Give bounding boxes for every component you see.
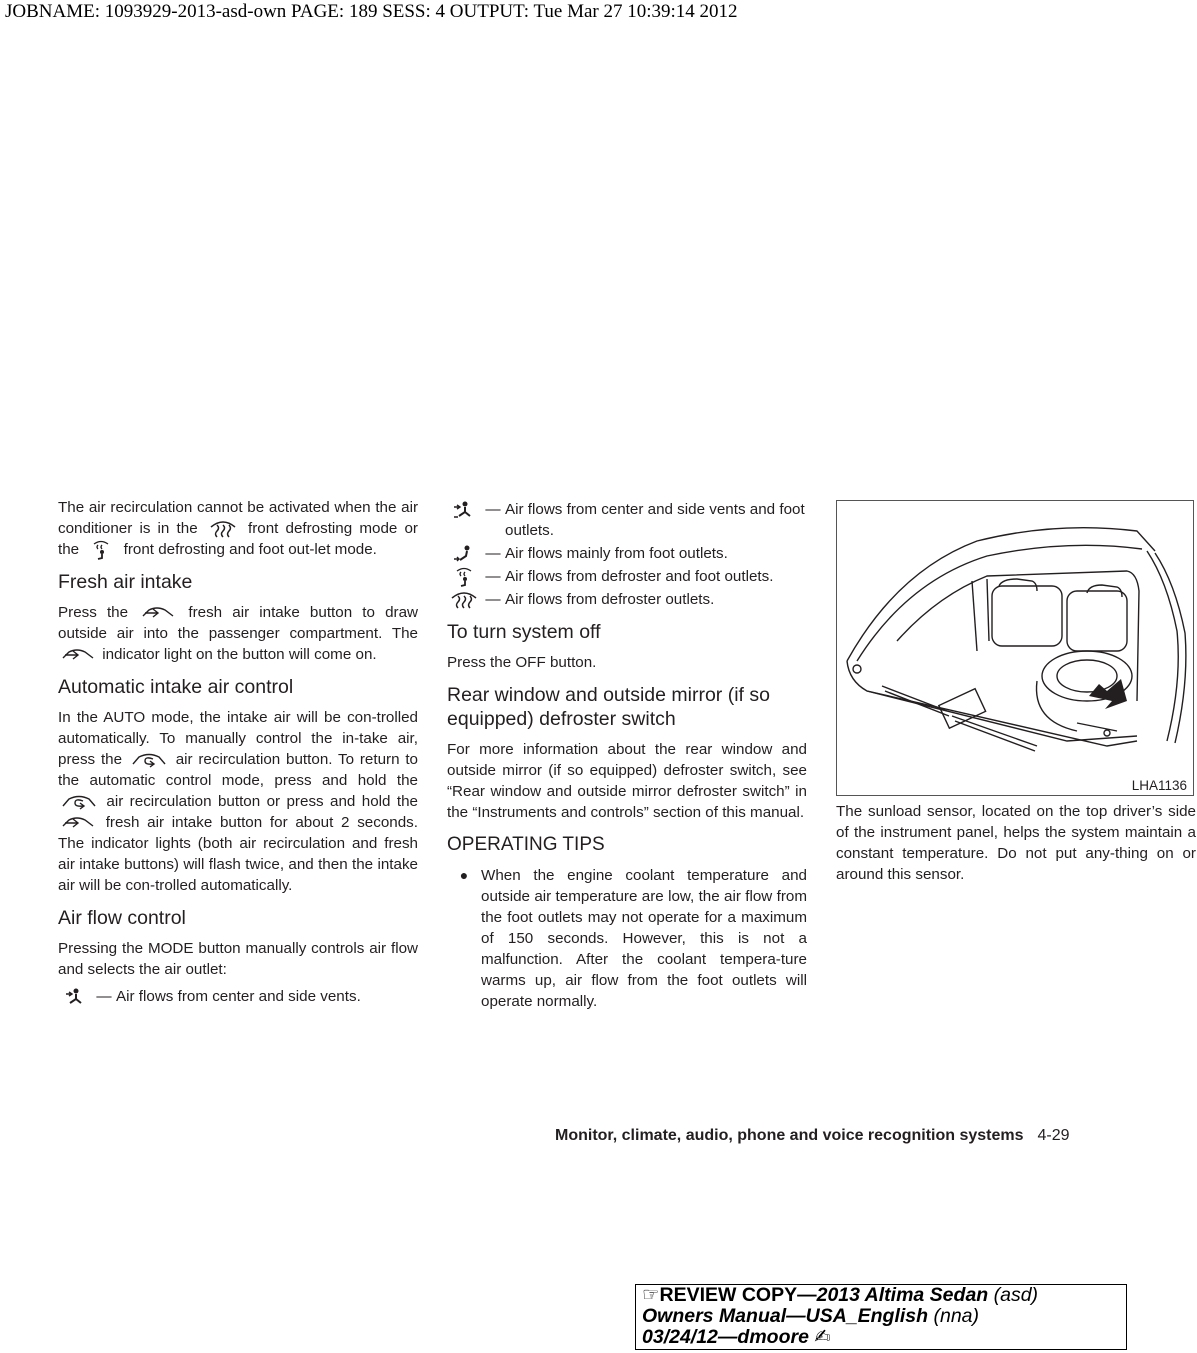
- paragraph-sunload-sensor: The sunload sensor, located on the top driver’s side of the instrument panel, helps the system maintain a constant temperature. Do not put any-thing on or around this sensor.: [836, 803, 1196, 883]
- air-recirculation-icon: [131, 750, 167, 770]
- column-middle: [447, 497, 807, 1012]
- writing-hand-icon: ✍: [814, 1326, 831, 1348]
- mode-row-vent-foot: — Air flows from center and side vents and foot outlets.: [447, 499, 807, 541]
- defrost-mode-icon: [208, 519, 238, 539]
- page-footer: [555, 1127, 1070, 1145]
- defrost-foot-mode-icon: [447, 566, 481, 587]
- heading-turn-system-off: To turn system off: [447, 621, 601, 643]
- paragraph-fresh-air: Press the fresh air intake button to draw outside air into the passenger compartment. The indicator light on the button will come on.: [58, 604, 418, 663]
- section-title: Monitor, climate, audio, phone and voice recognition systems: [555, 1127, 1024, 1144]
- bullet-icon: ●: [459, 867, 469, 883]
- column-right: [836, 801, 1196, 885]
- page-number: 4-29: [1037, 1127, 1070, 1144]
- review-copy-box: [635, 1284, 1127, 1350]
- fresh-air-intake-icon: [141, 604, 175, 622]
- column-left: [58, 497, 418, 1009]
- foot-mode-icon: [447, 543, 481, 564]
- heading-operating-tips: OPERATING TIPS: [447, 834, 605, 855]
- heading-fresh-air-intake: Fresh air intake: [58, 571, 193, 593]
- paragraph-recirc-note: The air recirculation cannot be activated when the air conditioner is in the front defrosting mode or the front defrosting and foot out-let mode.: [58, 499, 418, 558]
- heading-automatic-intake: Automatic intake air control: [58, 676, 294, 698]
- mode-row-defrost-foot: — Air flows from defroster and foot outlets.: [447, 566, 807, 587]
- pointing-hand-icon: ☞: [642, 1284, 660, 1306]
- vent-foot-mode-icon: [447, 499, 481, 520]
- review-line-1: ☞REVIEW COPY—2013 Altima Sedan (asd): [642, 1284, 1039, 1306]
- tip-item: [447, 865, 807, 1012]
- vent-mode-icon: [58, 986, 92, 1007]
- review-line-2: Owners Manual—USA_English (nna): [642, 1305, 980, 1327]
- fresh-air-intake-icon-2: [61, 814, 95, 832]
- tip-text: When the engine coolant temperature and outside air temperature are low, the air flow from the foot outlets may not operate for a maximum of 150 seconds. However, this is not a malfunction. After the coolant tempera-ture warms up, air flow from the foot outlets will operate normally.: [481, 867, 807, 1010]
- review-line-3: 03/24/12—dmoore ✍: [642, 1326, 831, 1348]
- fresh-air-indicator-icon: [61, 646, 95, 664]
- heading-rear-window-defroster: Rear window and outside mirror (if so equipped) defroster switch: [447, 684, 770, 730]
- paragraph-automatic-intake: In the AUTO mode, the intake air will be con-trolled automatically. To manually control the in-take air, press the air recirculation button. To return to the automatic control mode, press and hold the air recirculation button or press and hold the fresh air intake button for about 2 seconds. The indicator lights (both air recirculation and fresh air intake buttons) will flash twice, and then the intake air will be con-trolled automatically.: [58, 709, 418, 894]
- defrost-mode-icon: [447, 589, 481, 610]
- mode-row-foot: — Air flows mainly from foot outlets.: [447, 543, 807, 564]
- air-recirculation-icon-2: [61, 792, 97, 812]
- job-header-line: JOBNAME: 1093929-2013-asd-own PAGE: 189 SESS: 4 OUTPUT: Tue Mar 27 10:39:14 2012: [5, 1, 738, 22]
- paragraph-turn-off: Press the OFF button.: [447, 654, 597, 671]
- dashboard-illustration: [837, 501, 1193, 795]
- paragraph-rear-window: For more information about the rear window and outside mirror (if so equipped) defroster switch, see “Rear window and outside mirror defroster switch” in the “Instruments and controls” section of this manual.: [447, 741, 807, 821]
- defrost-foot-mode-icon: [86, 540, 116, 560]
- paragraph-air-flow: Pressing the MODE button manually controls air flow and selects the air outlet:: [58, 940, 418, 978]
- sunload-sensor-figure: [836, 500, 1194, 796]
- heading-air-flow-control: Air flow control: [58, 907, 186, 929]
- mode-vent: — Air flows from center and side vents.: [58, 986, 418, 1007]
- mode-row-defrost: — Air flows from defroster outlets.: [447, 589, 807, 610]
- figure-label: LHA1136: [1131, 778, 1187, 793]
